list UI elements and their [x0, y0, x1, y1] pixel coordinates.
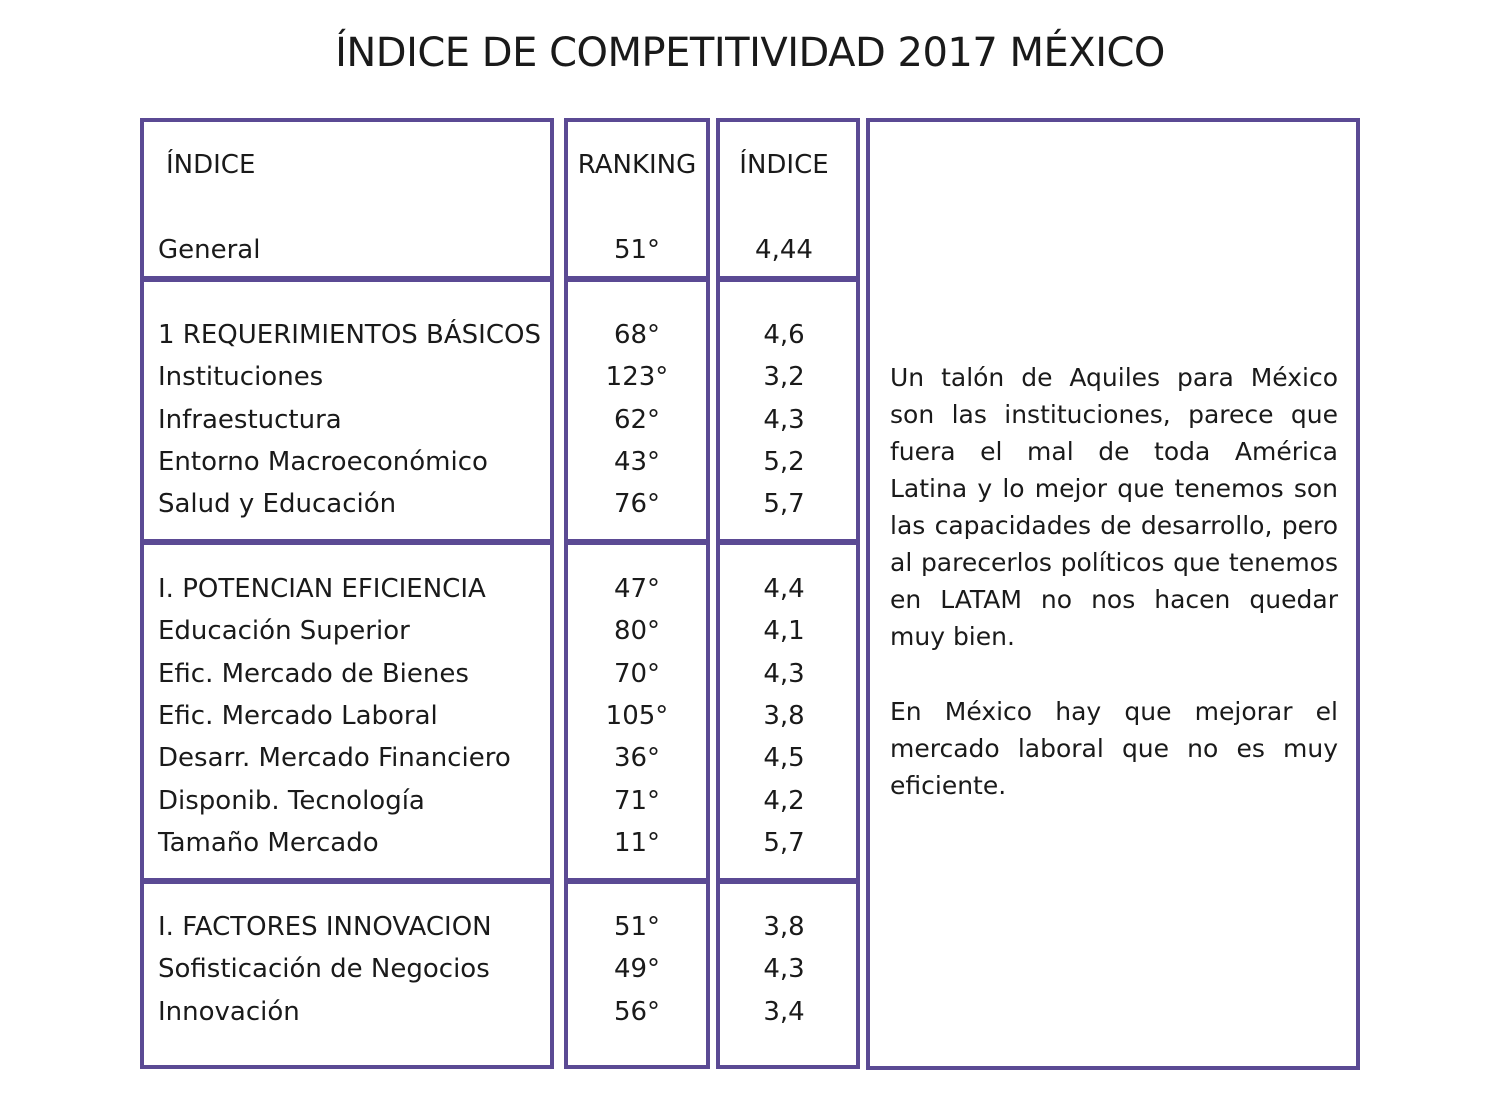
- row-ranking: 80°: [613, 616, 661, 647]
- header-ranking: RANKING: [577, 150, 697, 180]
- general-ranking: 51°: [613, 235, 661, 265]
- row-label: Desarr. Mercado Financiero: [158, 743, 511, 774]
- row-valor: 3,4: [763, 996, 805, 1027]
- row-label: Disponib. Tecnología: [158, 785, 425, 816]
- row-label: Salud y Educación: [158, 489, 397, 520]
- row-valor: 4,1: [763, 616, 805, 647]
- row-label: I. FACTORES INNOVACION: [158, 912, 492, 942]
- row-label: Entorno Macroeconómico: [158, 446, 488, 477]
- row-label: I. POTENCIAN EFICIENCIA: [158, 574, 486, 604]
- row-label: Efic. Mercado de Bienes: [158, 658, 469, 689]
- row-ranking: 51°: [613, 912, 661, 942]
- row-valor: 4,3: [763, 954, 805, 985]
- row-ranking: 76°: [613, 489, 661, 520]
- row-ranking: 47°: [613, 574, 661, 604]
- general-valor: 4,44: [755, 235, 813, 265]
- row-ranking: 49°: [613, 954, 661, 985]
- row-valor: 4,5: [763, 743, 805, 774]
- row-label: Educación Superior: [158, 616, 410, 647]
- row-label: Instituciones: [158, 362, 324, 393]
- page-title: ÍNDICE DE COMPETITIVIDAD 2017 MÉXICO: [335, 30, 1165, 76]
- commentary-text: [890, 359, 1338, 842]
- commentary-paragraph: Un talón de Aquiles para México son las instituciones, parece que fuera el mal de toda América Latina y lo mejor que tenemos son las capacidades de desarrollo, pero al parecerlos políticos que tenemos en LATAM no nos hacen quedar muy bien.: [890, 363, 1338, 651]
- row-valor: 5,2: [763, 446, 805, 477]
- row-valor: 5,7: [763, 827, 805, 858]
- row-ranking: 62°: [613, 404, 661, 435]
- row-ranking: 11°: [613, 827, 661, 858]
- row-label: Infraestuctura: [158, 404, 342, 435]
- row-label: Efic. Mercado Laboral: [158, 700, 438, 731]
- row-ranking: 43°: [613, 446, 661, 477]
- row-valor: 3,2: [763, 362, 805, 393]
- row-ranking: 70°: [613, 658, 661, 689]
- row-ranking: 123°: [605, 362, 669, 393]
- row-valor: 5,7: [763, 489, 805, 520]
- row-label: Innovación: [158, 996, 300, 1027]
- row-valor: 4,3: [763, 404, 805, 435]
- row-label: Tamaño Mercado: [158, 827, 379, 858]
- header-indice: ÍNDICE: [166, 150, 256, 180]
- row-valor: 4,6: [763, 320, 805, 350]
- row-ranking: 68°: [613, 320, 661, 350]
- row-ranking: 71°: [613, 785, 661, 816]
- header-valor: ÍNDICE: [739, 150, 829, 180]
- row-label: Sofisticación de Negocios: [158, 954, 490, 985]
- commentary-paragraph: En México hay que mejorar el mercado laboral que no es muy eficiente.: [890, 697, 1338, 800]
- row-valor: 3,8: [763, 700, 805, 731]
- row-ranking: 105°: [605, 700, 669, 731]
- general-label: General: [158, 235, 261, 265]
- row-ranking: 36°: [613, 743, 661, 774]
- row-label: 1 REQUERIMIENTOS BÁSICOS: [158, 320, 541, 350]
- row-valor: 4,3: [763, 658, 805, 689]
- row-valor: 4,2: [763, 785, 805, 816]
- row-valor: 3,8: [763, 912, 805, 942]
- row-ranking: 56°: [613, 996, 661, 1027]
- row-valor: 4,4: [763, 574, 805, 604]
